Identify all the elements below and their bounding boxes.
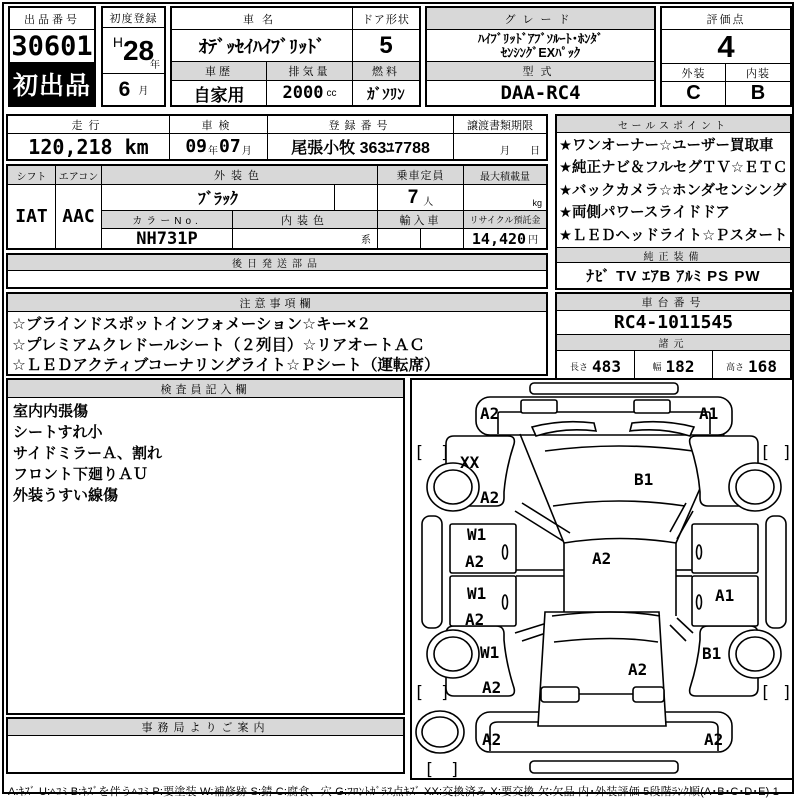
import-cell-2: [421, 229, 464, 248]
sales-box: [555, 114, 792, 290]
office-empty: [8, 736, 403, 772]
payload-unit: kg: [464, 185, 546, 211]
grade-line2: ｾﾝｼﾝｸﾞEXﾊﾟｯｸ: [500, 45, 581, 60]
damage-label: W1: [467, 584, 487, 603]
height-value: 168: [748, 357, 777, 376]
recycle-value: 14,420: [471, 229, 527, 248]
damage-label: A2: [628, 660, 648, 679]
height-label: 高さ: [726, 362, 745, 372]
ac-label: エアコン: [56, 166, 102, 185]
sales-line: ★ＬＥＤヘッドライト☆Ｐスタート: [559, 227, 788, 244]
svg-text:]: ]: [440, 443, 451, 463]
office-box: [6, 717, 405, 774]
damage-diagram-box: [410, 378, 794, 780]
damage-label: A2: [480, 404, 500, 423]
damage-label: B1: [634, 470, 654, 489]
damage-label: B1: [702, 644, 722, 663]
registration-row: [6, 114, 548, 161]
width-label: 幅: [652, 362, 662, 372]
shift-label: シフト: [8, 166, 56, 185]
first-listing-badge: 初出品: [10, 62, 94, 105]
interior-label: 内装: [726, 63, 790, 82]
svg-text:]: ]: [782, 443, 792, 463]
inspector-label: 検査員記入欄: [8, 380, 403, 398]
inspection-month-unit: 月: [241, 146, 252, 157]
inspection-month: 07: [219, 136, 241, 157]
length-value: 483: [592, 357, 621, 376]
fuel-value: ｶﾞｿﾘﾝ: [367, 85, 405, 103]
damage-label: XX: [460, 453, 480, 472]
payload-label: 最大積載量: [464, 166, 546, 185]
left-sill-shape: [422, 516, 442, 628]
inspector-line: シートすれ小: [13, 424, 103, 441]
ext-color-value: ﾌﾞﾗｯｸ: [102, 185, 335, 211]
inspection-year: 09: [185, 136, 207, 157]
chassis-box: [555, 292, 792, 384]
mileage-value: 120,218 km: [8, 134, 170, 159]
svg-text:[: [: [760, 683, 771, 703]
first-reg-month: 6: [118, 77, 131, 101]
vehicle-box: [170, 6, 421, 107]
caution-line: ☆プレミアムクレドールシート（２列目）☆リアオートＡＣ: [12, 336, 425, 354]
later-parts-box: [6, 253, 548, 289]
sales-label: セールスポイント: [557, 116, 790, 133]
damage-label: A2: [704, 730, 724, 749]
sales-line: ★両側パワースライドドア: [559, 205, 730, 222]
front-plate-shape: [530, 383, 678, 394]
color-no-value: NH731P: [102, 229, 233, 248]
int-color-label: 内装色: [233, 211, 378, 229]
shift-value: IAT: [8, 185, 56, 248]
lot-label: 出品番号: [10, 8, 94, 30]
inspector-line: サイドミラーＡ、割れ: [13, 445, 162, 462]
chassis-number: RC4-1011545: [557, 311, 790, 335]
sales-line: ★ワンオーナー☆ユーザー買取車: [559, 138, 774, 154]
caution-line: ☆ＬＥＤアクティブコーナリングライト☆Ｐシート（運転席）: [12, 357, 440, 374]
ext-color-label: 外装色: [102, 166, 378, 185]
history-value: 自家用: [172, 81, 267, 105]
damage-label: W1: [467, 525, 487, 544]
inspection-label: 車検: [170, 116, 268, 134]
inspector-line: フロント下廻りＡＵ: [13, 466, 149, 483]
damage-label: A2: [592, 549, 612, 568]
width-value: 182: [665, 357, 695, 376]
fuel-label: 燃料: [353, 62, 419, 81]
damage-label: A2: [482, 730, 502, 749]
svg-text:]: ]: [782, 683, 792, 703]
score-value: 4: [717, 30, 735, 63]
model-code: DAA-RC4: [500, 82, 581, 104]
first-reg-year: 28: [122, 34, 155, 66]
equip-label: 純正装備: [557, 247, 790, 263]
damage-label: A2: [465, 610, 485, 629]
int-color-value: 系: [233, 229, 378, 248]
first-reg-label: 初度登録: [103, 8, 164, 28]
score-box: [660, 6, 792, 107]
legend-text: A:ｷｽﾞ U:ﾍｺﾐ B:ｷｽﾞを伴うﾍｺﾐ P:要塗装 W:補修跡 S:錆 C:腐食、穴 G:ﾌﾛﾝﾄｶﾞﾗｽ点ｷｽﾞ XX:交換済み X:要交換 欠:欠品 内･外装評価 5段階ﾗﾝｸ順(A･B･C･D･E) 1: [8, 786, 780, 798]
svg-text:]: ]: [440, 683, 451, 703]
svg-text:[: [: [414, 443, 425, 463]
sales-line: ★純正ナビ＆フルセグＴＶ☆ＥＴＣ: [559, 160, 788, 177]
office-label: 事務局よりご案内: [8, 719, 403, 736]
caution-label: 注意事項欄: [8, 294, 546, 312]
inspector-box: [6, 378, 405, 715]
transfer-label: 譲渡書類期限: [454, 116, 546, 134]
dims-label: 諸元: [557, 335, 790, 351]
damage-label: W1: [480, 643, 500, 662]
plate-label: 登録番号: [268, 116, 454, 134]
import-cell-1: [378, 229, 421, 248]
plate-value: 尾張小牧 363ﾕ7788: [268, 134, 454, 159]
inspector-line: 外装うすい線傷: [13, 487, 119, 504]
svg-text:[: [: [760, 443, 771, 463]
inspector-line: 室内内張傷: [13, 403, 89, 420]
ac-value: AAC: [56, 185, 102, 248]
inspection-year-unit: 年: [208, 146, 218, 157]
exterior-label: 外装: [662, 63, 726, 82]
capacity-label: 乗車定員: [378, 166, 464, 185]
disp-unit: cc: [326, 87, 337, 99]
svg-text:[: [: [414, 683, 425, 703]
spec-box: [6, 164, 548, 250]
damage-label: A2: [480, 488, 500, 507]
car-damage-diagram: [412, 380, 792, 778]
disp-value: 2000: [282, 83, 324, 103]
exterior-grade: C: [662, 82, 726, 105]
damage-label: A2: [482, 678, 502, 697]
disp-label: 排気量: [267, 62, 353, 81]
damage-label: A1: [699, 404, 719, 423]
first-reg-era: H: [112, 34, 123, 50]
damage-label: A2: [465, 552, 485, 571]
capacity-value: 7: [407, 186, 419, 208]
grade-label: グレード: [427, 8, 654, 30]
car-name: ｵﾃﾞｯｾｲﾊｲﾌﾞﾘｯﾄﾞ: [172, 30, 353, 62]
lot-number: 30601: [11, 30, 93, 62]
caution-box: [6, 292, 548, 376]
later-parts-empty: [8, 271, 546, 287]
later-parts-label: 後日発送部品: [8, 255, 546, 271]
caution-line: ☆ブラインドスポットインフォメーション☆キー×２: [12, 316, 372, 333]
rear-plate-shape: [530, 761, 678, 773]
interior-grade: B: [750, 82, 766, 104]
capacity-unit: 人: [423, 197, 434, 208]
first-reg-box: [101, 6, 166, 107]
length-label: 長さ: [570, 362, 589, 372]
sales-line: ★バックカメラ☆ホンダセンシング: [559, 182, 787, 199]
import-label: 輸入車: [378, 211, 464, 229]
mileage-label: 走行: [8, 116, 170, 134]
svg-text:[: [: [424, 760, 435, 778]
car-name-label: 車名: [172, 8, 353, 30]
door-label: ドア形状: [353, 8, 419, 30]
right-sill-shape: [766, 516, 786, 628]
first-reg-month-unit: 月: [138, 86, 149, 97]
ext-color-empty-cell: [335, 185, 378, 211]
lot-box: [8, 6, 96, 107]
damage-label: A1: [715, 586, 735, 605]
history-label: 車歴: [172, 62, 267, 81]
grade-line1: ﾊｲﾌﾞﾘｯﾄﾞｱﾌﾞｿﾙｰﾄ･ﾎﾝﾀﾞ: [477, 31, 603, 46]
door-value: 5: [353, 30, 419, 62]
color-no-label: カラーNo.: [102, 211, 233, 229]
equip-value: ﾅﾋﾞ TV ｴｱB ｱﾙﾐ PS PW: [586, 268, 761, 285]
grade-box: [425, 6, 656, 107]
svg-text:]: ]: [450, 760, 461, 778]
model-code-label: 型式: [427, 62, 654, 81]
recycle-label: リサイクル預託金: [464, 211, 546, 229]
recycle-unit: 円: [528, 235, 539, 246]
score-label: 評価点: [662, 8, 790, 30]
chassis-label: 車台番号: [557, 294, 790, 311]
transfer-value: 月 日: [500, 146, 540, 157]
first-reg-year-unit: 年: [150, 60, 160, 71]
